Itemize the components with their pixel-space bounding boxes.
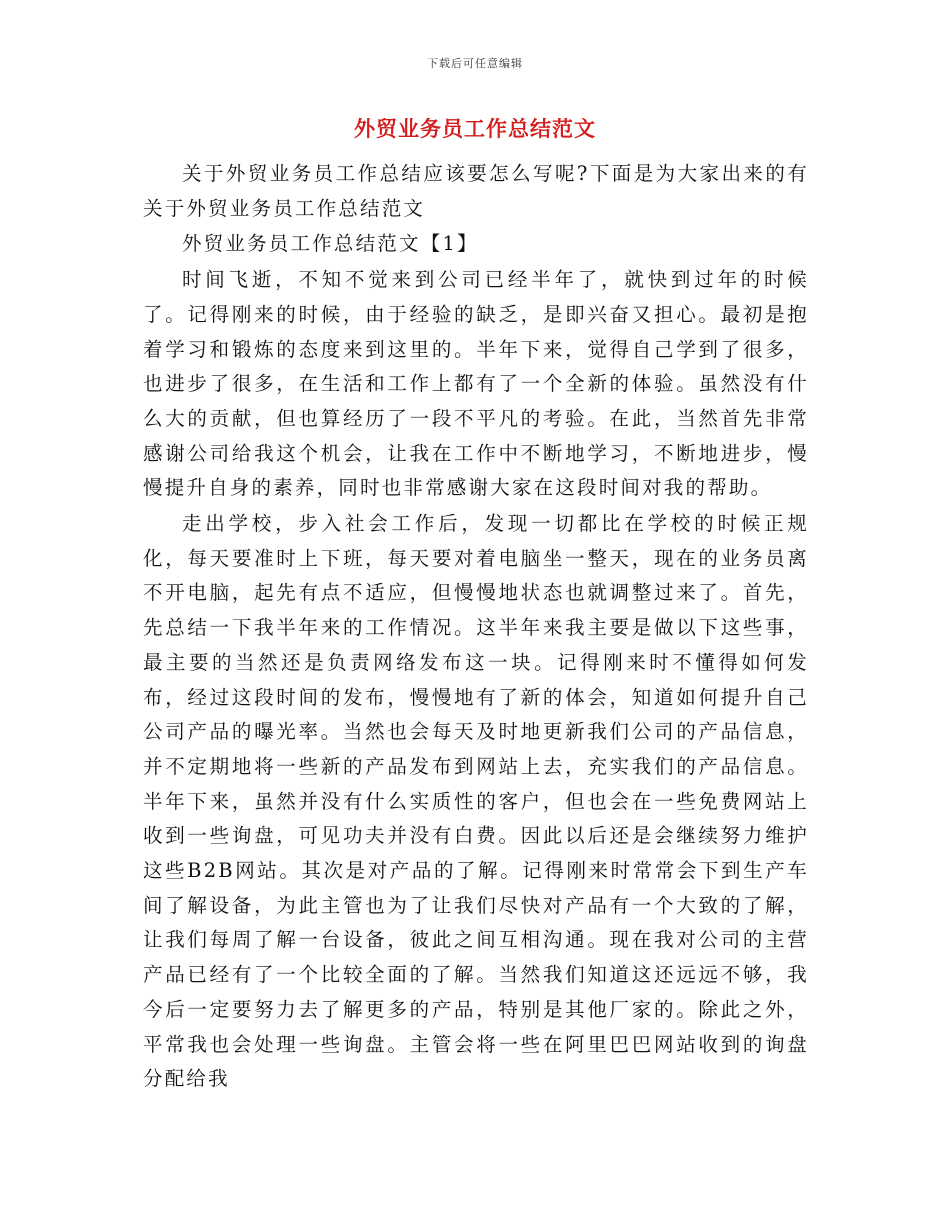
header-note: 下载后可任意编辑	[427, 57, 523, 70]
intro-paragraph: 关于外贸业务员工作总结应该要怎么写呢?下面是为大家出来的有关于外贸业务员工作总结范文	[143, 162, 809, 220]
document-body	[143, 157, 809, 1097]
body-paragraph-2: 走出学校，步入社会工作后，发现一切都比在学校的时候正规化，每天要准时上下班，每天要对着电脑坐一整天，现在的业务员离不开电脑，起先有点不适应，但慢慢地状态也就调整过来了。首先，先总结一下我半年来的工作情况。这半年来我主要是做以下这些事，最主要的当然还是负责网络发布这一块。记得刚来时不懂得如何发布，经过这段时间的发布，慢慢地有了新的体会，知道如何提升自己公司产品的曝光率。当然也会每天及时地更新我们公司的产品信息，并不定期地将一些新的产品发布到网站上去，充实我们的产品信息。半年下来，虽然并没有什么实质性的客户，但也会在一些免费网站上收到一些询盘，可见功夫并没有白费。因此以后还是会继续努力维护这些B2B网站。其次是对产品的了解。记得刚来时常常会下到生产车间了解设备，为此主管也为了让我们尽快对产品有一个大致的了解，让我们每周了解一台设备，彼此之间互相沟通。现在我对公司的主营产品已经有了一个比较全面的了解。当然我们知道这还远远不够，我今后一定要努力去了解更多的产品，特别是其他厂家的。除此之外，平常我也会处理一些询盘。主管会将一些在阿里巴巴网站收到的询盘分配给我	[143, 512, 809, 1091]
body-paragraph-1: 时间飞逝，不知不觉来到公司已经半年了，就快到过年的时候了。记得刚来的时候，由于经验的缺乏，是即兴奋又担心。最初是抱着学习和锻炼的态度来到这里的。半年下来，觉得自己学到了很多，也进步了很多，在生活和工作上都有了一个全新的体验。虽然没有什么大的贡献，但也算经历了一段不平凡的考验。在此，当然首先非常感谢公司给我这个机会，让我在工作中不断地学习，不断地进步，慢慢提升自身的素养，同时也非常感谢大家在这段时间对我的帮助。	[143, 268, 809, 500]
section-heading: 外贸业务员工作总结范文【1】	[182, 232, 479, 256]
document-title: 外贸业务员工作总结范文	[354, 116, 596, 141]
